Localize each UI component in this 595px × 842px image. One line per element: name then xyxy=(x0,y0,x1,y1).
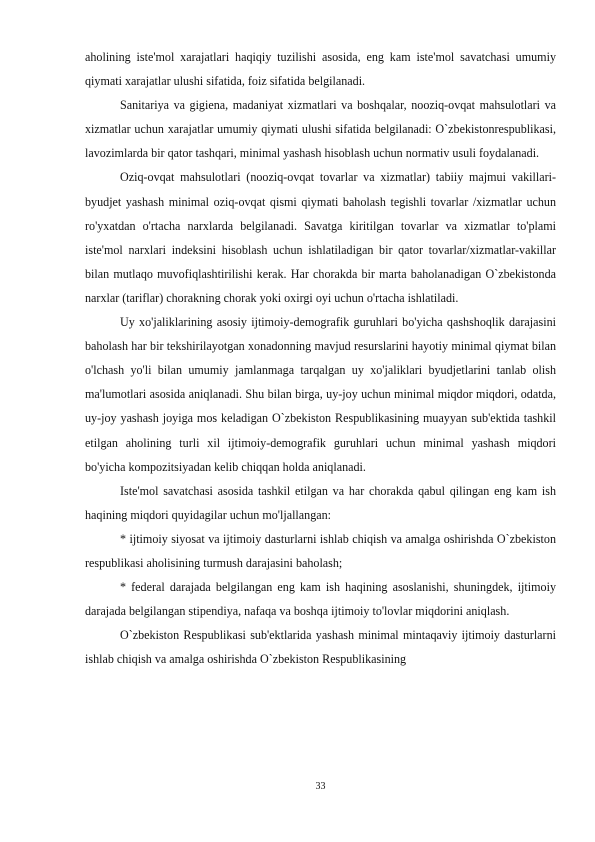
paragraph-5: Iste'mol savatchasi asosida tashkil etilgan va har chorakda qabul qilingan eng kam ish haqining miqdori quyidagilar uchun mo'ljallangan: xyxy=(85,483,556,522)
paragraph-4: Uy xo'jaliklarining asosiy ijtimoiy-demografik guruhlari bo'yicha qashshoqlik darajasini baholash har bir tekshirilayotgan xonadonning mavjud resurslarini hayotiy minimal qiymat bilan o'lchash yo'li bilan umumiy jamlanmaga tarqalgan uy xo'jaliklari byudjetlarini tanlab olish ma'lumotlari asosida aniqlanadi. Shu bilan birga, uy-joy uchun minimal miqdor miqdori, odatda, uy-joy yashash joyiga mos keladigan O`zbekiston Respublikasining muayyan sub'ektida tashkil etilgan aholining turli xil ijtimoiy-demografik guruhlari uchun minimal yashash miqdori bo'yicha kompozitsiyadan kelib chiqqan holda aniqlanadi. xyxy=(85,315,556,474)
paragraph-3: Oziq-ovqat mahsulotlari (nooziq-ovqat tovarlar va xizmatlar) tabiiy majmui vakillari-byudjet yashash minimal oziq-ovqat qismi qiymati baholash tegishli tovarlar /xizmatlar uchun ro'yxatdan o'rtacha narxlarda belgilanadi. Savatga kiritilgan tovarlar va xizmatlar to'plami iste'mol narxlari indeksini hisoblash uchun ishlatiladigan bir qator tovarlar/xizmatlar-vakillar bilan mutlaqo muvofiqlashtirilishi kerak. Har chorakda bir marta baholanadigan O`zbekistonda narxlar (tariflar) chorakning chorak yoki oxirgi oyi uchun o'rtacha ishlatiladi. xyxy=(85,170,556,305)
page-number: 33 xyxy=(315,781,326,792)
paragraph-8: O`zbekiston Respublikasi sub'ektlarida yashash minimal mintaqaviy ijtimoiy dasturlarni ishlab chiqish va amalga oshirishda O`zbekiston Respublikasining xyxy=(85,628,556,667)
paragraph-7: * federal darajada belgilangan eng kam ish haqining asoslanishi, shuningdek, ijtimoiy darajada belgilangan stipendiya, nafaqa va boshqa ijtimoiy to'lovlar miqdorini aniqlash. xyxy=(85,580,556,619)
document-body xyxy=(85,45,556,671)
paragraph-2: Sanitariya va gigiena, madaniyat xizmatlari va boshqalar, nooziq-ovqat mahsulotlari va xizmatlar uchun xarajatlar umumiy qiymati ulushi sifatida belgilanadi: O`zbekistonrespublikasi, lavozimlarda bir qator tashqari, minimal yashash hisoblash uchun normativ usuli foydalanadi. xyxy=(85,98,556,161)
paragraph-1: aholining iste'mol xarajatlari haqiqiy tuzilishi asosida, eng kam iste'mol savatchasi umumiy qiymati xarajatlar ulushi sifatida, foiz sifatida belgilanadi. xyxy=(85,50,556,89)
paragraph-6: * ijtimoiy siyosat va ijtimoiy dasturlarni ishlab chiqish va amalga oshirishda O`zbekiston respublikasi aholisining turmush darajasini baholash; xyxy=(85,531,556,570)
